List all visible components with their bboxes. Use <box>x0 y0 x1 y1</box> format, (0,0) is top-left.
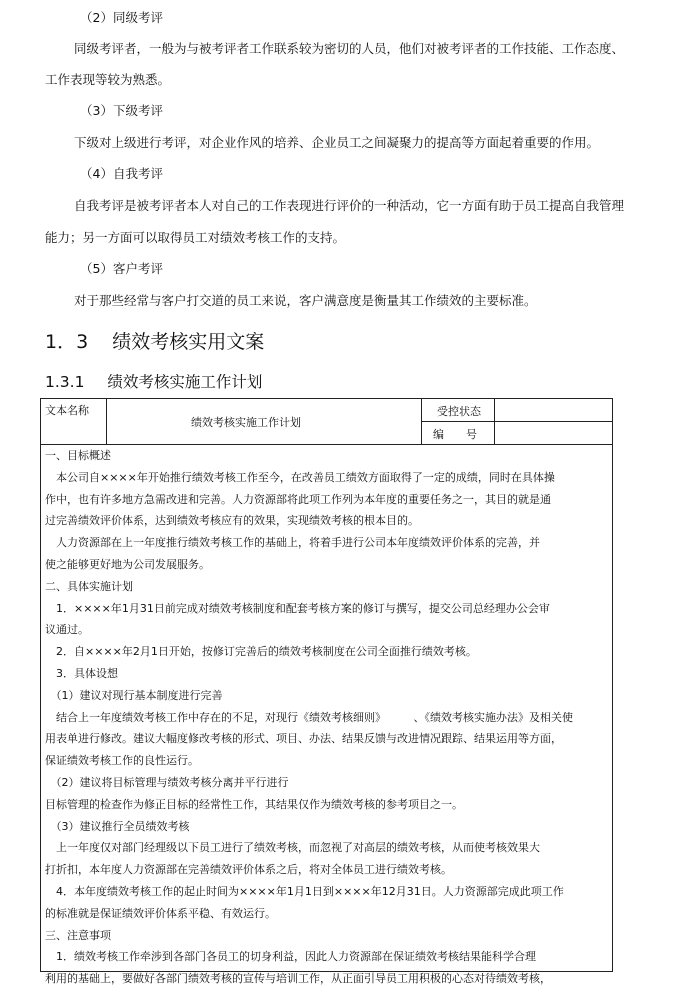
table-body-line: 保证绩效考核工作的良性运行。 <box>45 754 199 768</box>
intro-paragraph-line: 能力；另一方面可以取得员工对绩效考核工作的支持。 <box>45 230 346 245</box>
intro-paragraph-line: 下级对上级进行考评，对企业作风的培养、企业员工之间凝聚力的提高等方面起着重要的作用。 <box>74 135 600 150</box>
table-body-line: 2．自××××年2月1日开始，按修订完善后的绩效考核制度在公司全面推行绩效考核。 <box>45 645 477 659</box>
section-heading <box>45 327 264 354</box>
intro-heading-self: （4）自我考评 <box>80 166 163 181</box>
intro-paragraph-line: 自我考评是被考评者本人对自己的工作表现进行评价的一种活动，它一方面有助于员工提高自我管理 <box>74 198 625 213</box>
intro-paragraph-line: 对于那些经常与客户打交道的员工来说，客户满意度是衡量其工作绩效的主要标准。 <box>74 293 537 308</box>
table-body-line: 的标准就是保证绩效评价体系平稳、有效运行。 <box>45 906 276 920</box>
table-body-line: 本公司自××××年开始推行绩效考核工作至今，在改善员工绩效方面取得了一定的成绩，同时在具体操 <box>45 470 555 484</box>
table-body-line: 人力资源部在上一年度推行绩效考核工作的基础上，将着手进行公司本年度绩效评价体系的完善，并 <box>45 536 540 550</box>
header-divider <box>41 444 612 445</box>
table-body-line: 议通过。 <box>45 623 89 637</box>
control-status-label: 受控状态 <box>437 405 481 418</box>
table-body-line: （2）建议将目标管理与绩效考核分离并平行进行 <box>45 776 289 789</box>
intro-paragraph-line: 同级考评者，一般为与被考评者工作联系较为密切的人员，他们对被考评者的工作技能、工作态度、 <box>74 41 625 56</box>
table-body-line: 1．××××年1月31日前完成对绩效考核制度和配套考核方案的修订与撰写，提交公司总经理办公会审 <box>45 601 550 615</box>
text-name-value: 绩效考核实施工作计划 <box>191 416 301 429</box>
table-body-line: 结合上一年度绩效考核工作中存在的不足，对现行《绩效考核细则》 、《绩效考核实施办法》及相关使 <box>45 710 573 724</box>
table-body-line: 二、具体实施计划 <box>45 579 133 593</box>
table-body-line: （1）建议对现行基本制度进行完善 <box>45 688 223 702</box>
section-title: 绩效考核实用文案 <box>112 331 265 353</box>
section-number: 1．3 <box>45 331 89 353</box>
table-body-line: 1．绩效考核工作牵涉到各部门各员工的切身利益，因此人力资源部在保证绩效考核结果能科学合理 <box>45 950 536 964</box>
table-body-line: 一、目标概述 <box>45 449 111 462</box>
table-body-line: 利用的基础上，要做好各部门绩效考核的宣传与培训工作，从正面引导员工用积极的心态对待绩效考核， <box>45 972 551 986</box>
intro-heading-subordinate: （3）下级考评 <box>80 103 163 118</box>
header-row-line <box>421 421 612 422</box>
table-body-line: 打折扣，本年度人力资源部在完善绩效评价体系之后，将对全体员工进行绩效考核。 <box>45 863 452 877</box>
table-body-line: 用表单进行修改。建议大幅度修改考核的形式、项目、办法、结果反馈与改进情况跟踪、结果运用等方面， <box>45 732 562 746</box>
table-body-line: 作中，也有许多地方急需改进和完善。人力资源部将此项工作列为本年度的重要任务之一，其目的就是通 <box>45 492 551 506</box>
subsection-heading <box>45 370 262 392</box>
table-body-line: 上一年度仅对部门经理级以下员工进行了绩效考核，而忽视了对高层的绩效考核，从而使考核效果大 <box>45 841 540 855</box>
table-body-line: 4．本年度绩效考核工作的起止时间为××××年1月1日到××××年12月31日。人力资源部完成此项工作 <box>45 885 564 898</box>
intro-heading-customer: （5）客户考评 <box>80 261 163 276</box>
table-body-line: 目标管理的检查作为修正目标的经常性工作，其结果仅作为绩效考核的参考项目之一。 <box>45 797 463 811</box>
number-value <box>501 426 601 440</box>
table-body-line: 3．具体设想 <box>45 667 118 680</box>
number-label: 编 号 <box>433 428 477 441</box>
text-name-label: 文本名称 <box>45 404 89 417</box>
table-body-line: 三、注意事项 <box>45 928 111 942</box>
intro-paragraph-line: 工作表现等较为熟悉。 <box>45 72 171 87</box>
header-col-line <box>106 399 107 444</box>
subsection-number: 1.3.1 <box>45 373 85 391</box>
table-body-line: （3）建议推行全员绩效考核 <box>45 819 190 833</box>
control-status-value <box>501 403 601 417</box>
table-body-line: 使之能够更好地为公司发展服务。 <box>45 558 210 571</box>
intro-heading-peer: （2）同级考评 <box>80 10 163 25</box>
subsection-title: 绩效考核实施工作计划 <box>107 373 263 391</box>
table-body-line: 过完善绩效评价体系，达到绩效考核应有的效果，实现绩效考核的根本目的。 <box>45 514 419 528</box>
